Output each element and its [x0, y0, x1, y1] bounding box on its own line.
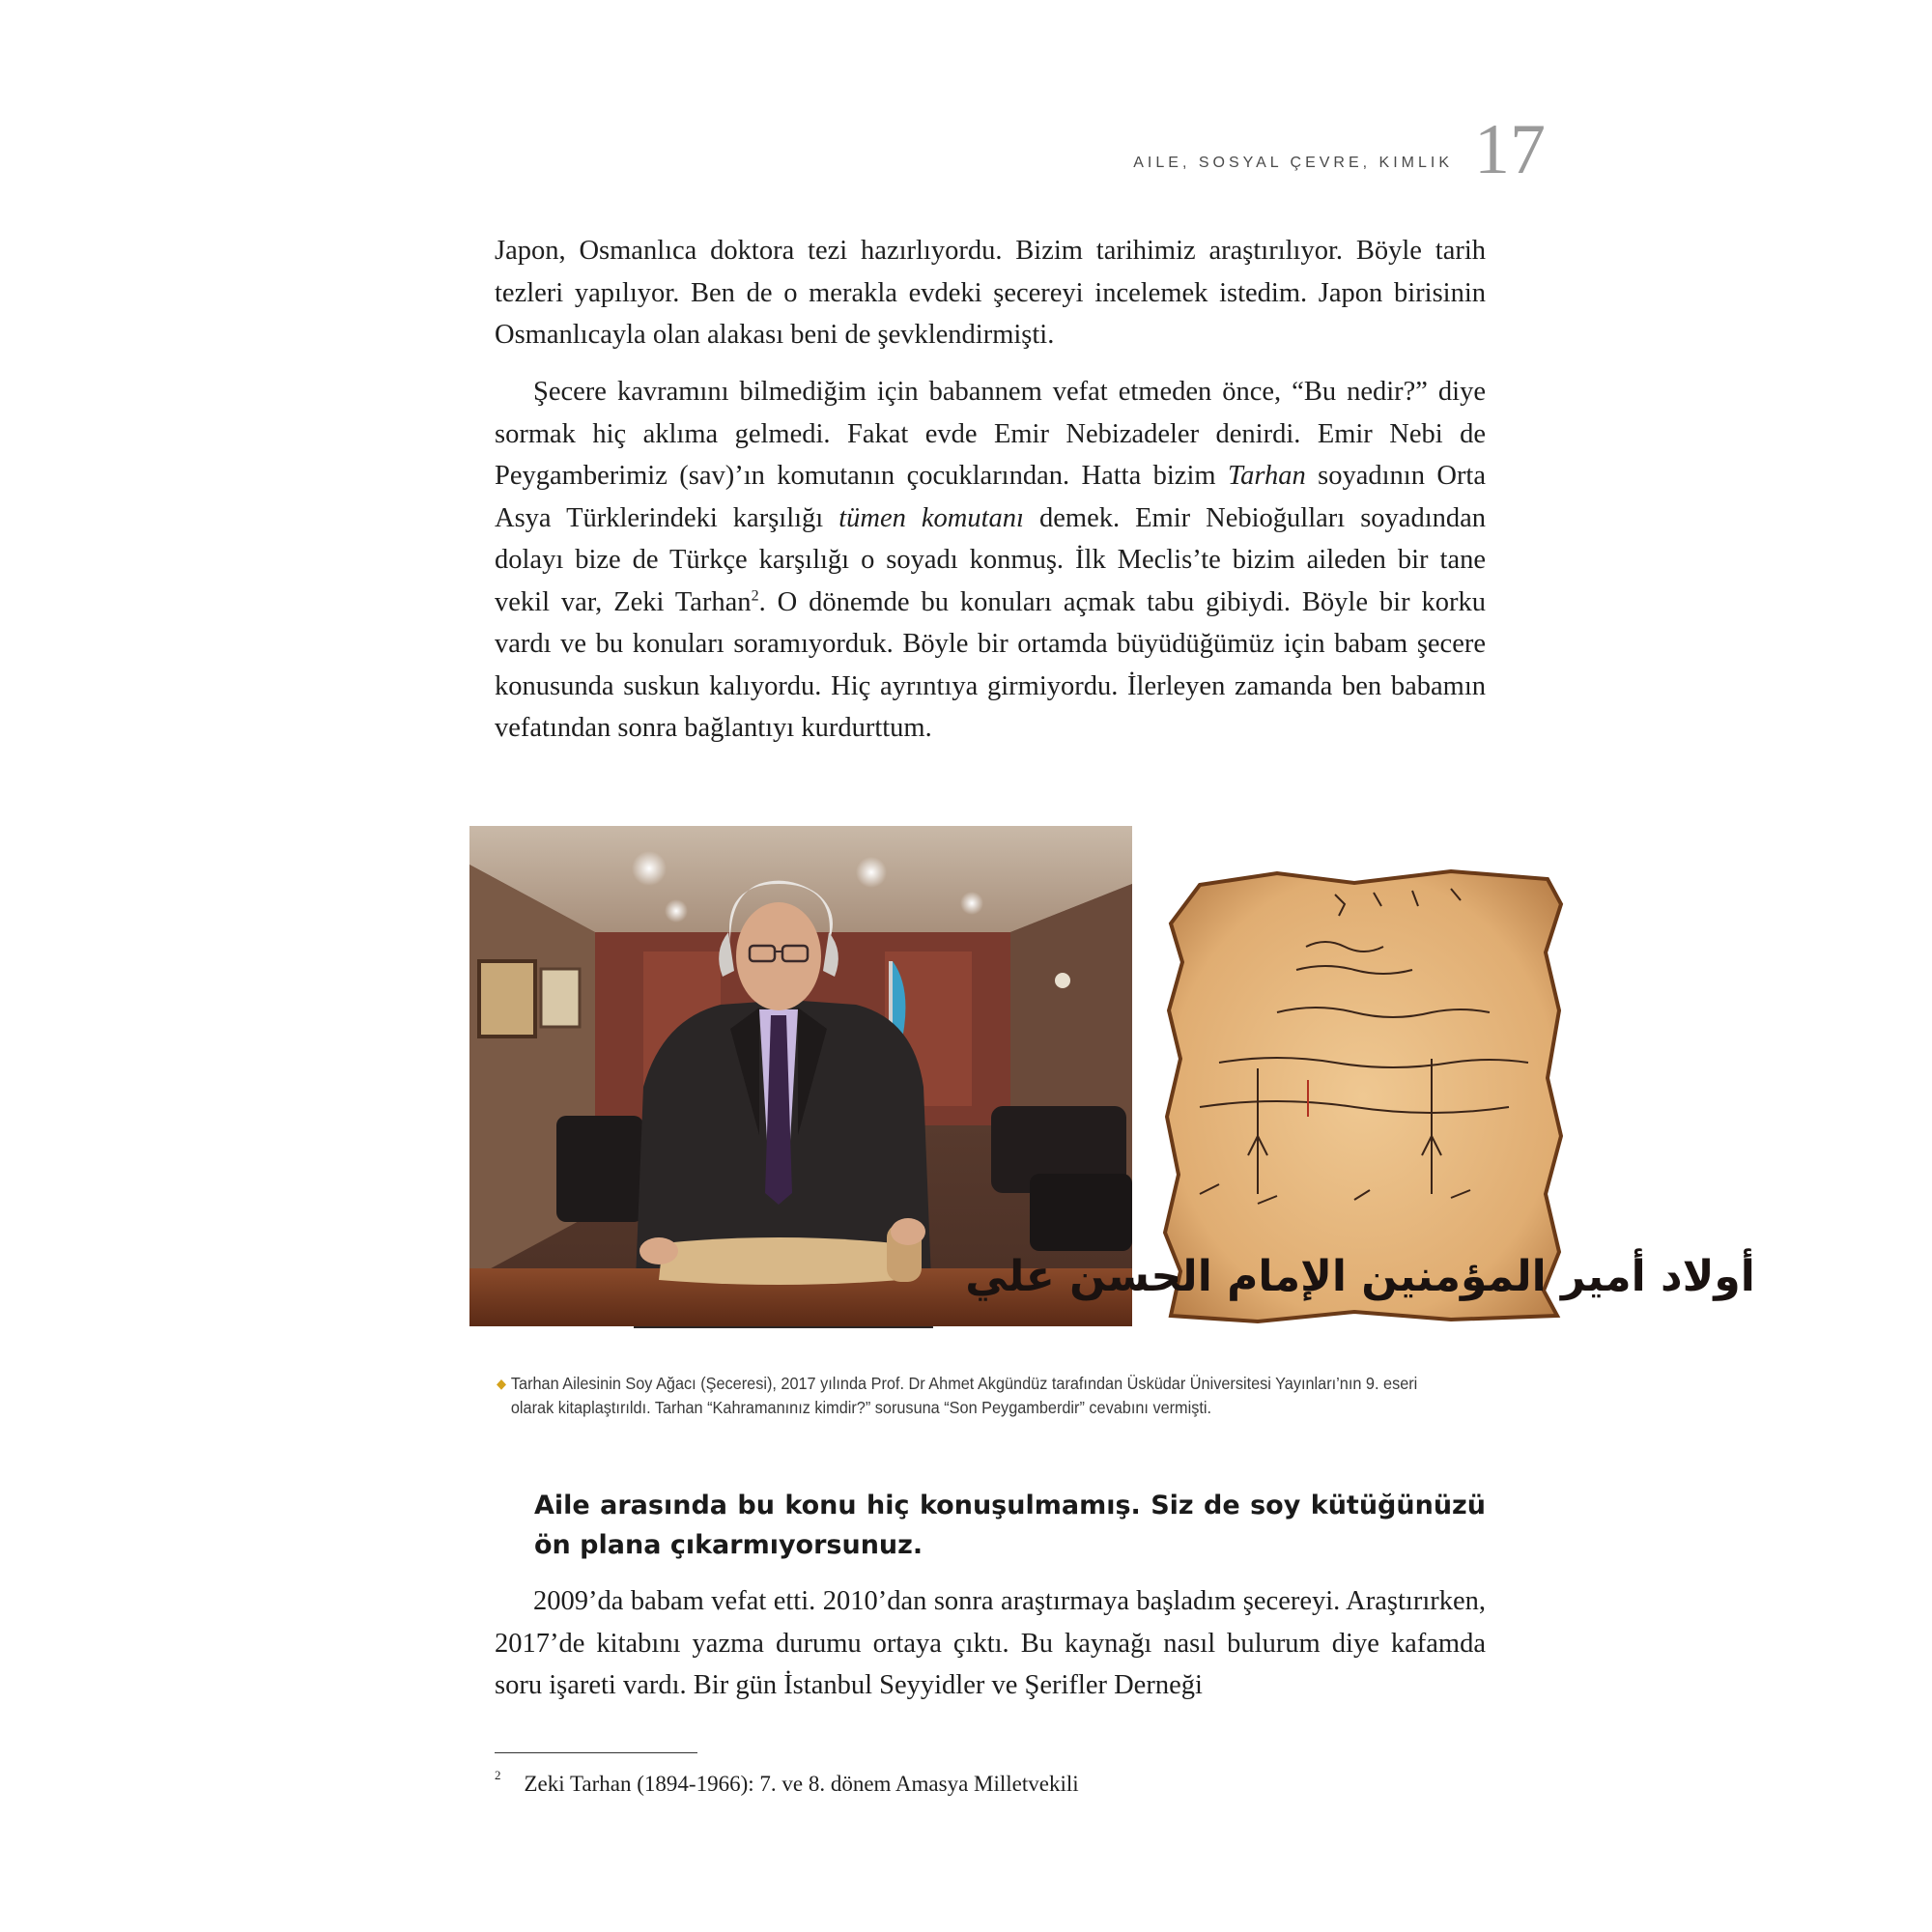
footnote-mark: 2 [495, 1768, 501, 1782]
footnote-reference[interactable]: 2 [751, 587, 759, 604]
running-title: AILE, SOSYAL ÇEVRE, KIMLIK [1133, 155, 1453, 171]
footnote-text: Zeki Tarhan (1894-1966): 7. ve 8. dönem Amasya Milletvekili [524, 1772, 1079, 1796]
scroll-calligraphy: أولاد أمير المؤمنين الإمام الحسن علي [965, 1252, 1755, 1301]
paragraph-2-part-c: demek. Emir Nebioğulları soyadından dolayı bize de Türkçe karşılığı o soyadı konmuş. İlk Meclis’te bizim aileden bir tane vekil var, Zeki Tarhan [495, 502, 1487, 617]
paragraph-2-part-b: soyadının Orta Asya Türklerindeki karşılığı [495, 461, 1487, 533]
caption-bullet-icon: ◆ [497, 1376, 507, 1391]
paragraph-1 [495, 230, 1486, 356]
figure-caption [497, 1372, 1436, 1420]
paragraph-2-part-a: Şecere kavramını bilmediğim için babannem vefat etmeden önce, “Bu nedir?” diye sormak hiç aklıma gelmedi. Fakat evde Emir Nebizadeler denirdi. Emir Nebi de Peygamberimiz (sav)’ın komutanın çocuklarından. Hatta bizim [495, 377, 1486, 491]
scroll-illustration [965, 866, 1755, 1325]
caption-text: Tarhan Ailesinin Soy Ağacı (Şeceresi), 2017 yılında Prof. Dr Ahmet Akgündüz tarafından Üsküdar Üniversitesi Yayınları’nın 9. eseri olarak kitaplaştırıldı. Tarhan “Kahramanınız kimdir?” sorusuna “Son Peygamberdir” cevabını vermişti. [510, 1374, 1418, 1417]
footnote [495, 1758, 1461, 1802]
interview-question: Aile arasında bu konu hiç konuşulmamış. Siz de soy kütüğünüzü ön plana çıkarmıyorsunuz. [534, 1491, 1486, 1560]
paragraph-3 [495, 1580, 1486, 1707]
paragraph-1-text: Japon, Osmanlıca doktora tezi hazırlıyordu. Bizim tarihimiz araştırılıyor. Böyle tarih tezleri yapılıyor. Ben de o merakla evdeki şecereyi incelemek istedim. Japon birisinin Osmanlıcayla olan alakası beni de şevklendirmişti. [495, 236, 1486, 350]
footnote-divider [495, 1752, 697, 1753]
running-header [966, 108, 1546, 189]
emphasis-tarhan: Tarhan [1227, 461, 1306, 491]
paragraph-2 [495, 371, 1486, 750]
family-tree-scroll [965, 866, 1755, 1325]
page-number: 17 [1474, 110, 1546, 189]
paragraph-3-text: 2009’da babam vefat etti. 2010’dan sonra araştırmaya başladım şecereyi. Araştırırken, 2017’de kitabını yazma durumu ortaya çıktı. Bu kaynağı nasıl bulurum diye kafamda soru işareti vardı. Bir gün İstanbul Seyyidler ve Şerifler Derneği [495, 1586, 1486, 1700]
paragraph-2-text [495, 371, 1486, 750]
emphasis-tumen-komutani: tümen komutanı [838, 502, 1024, 533]
paragraph-2-part-d: . O dönemde bu konuları açmak tabu gibiydi. Böyle bir korku vardı ve bu konuları soramıyorduk. Böyle bir ortamda büyüdüğümüz için babam şecere konusunda suskun kalıyordu. Hiç ayrıntıya girmiyordu. İlerleyen zamanda ben babamın vefatından sonra bağlantıyı kurdurttum. [495, 586, 1486, 743]
